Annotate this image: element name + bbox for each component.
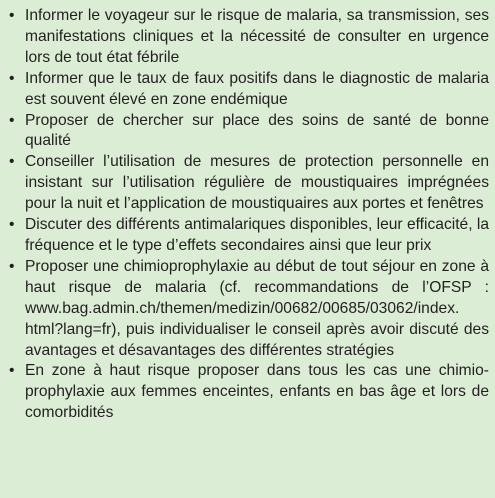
bullet-icon: • [9, 216, 15, 234]
bullet-icon: • [9, 153, 15, 171]
list-item-text: En zone à haut risque proposer dans tous les cas une chimio-prophylaxie aux femmes enceintes, enfants en bas âge et lors de comorbidités [25, 362, 489, 422]
list-item-text: Proposer une chimioprophylaxie au début de tout séjour en zone à haut risque de malaria (cf. recommandations de l’OFSP : www.bag.admin.ch/themen/medizin/00682/00685/03062/index. html?lang=fr), puis individualiser le conseil après avoir discuté des avantages et désavantages des différentes stratégies [25, 257, 489, 359]
list-item [9, 111, 489, 153]
list-item-text: Informer que le taux de faux positifs dans le diagnostic de malaria est souvent élevé en zone endémique [25, 69, 489, 108]
list-item [9, 215, 489, 257]
list-item [9, 6, 489, 69]
list-item-text: Informer le voyageur sur le risque de malaria, sa transmission, ses manifestations cliniques et la nécessité de consulter en urgence lors de tout état fébrile [25, 7, 489, 66]
bullet-icon: • [9, 257, 15, 275]
list-item-text: Discuter des différents antimalariques disponibles, leur efficacité, la fréquence et le type d’effets secondaires ainsi que leur prix [25, 216, 490, 254]
list-item-text: Conseiller l’utilisation de mesures de protection personnelle en insistant sur l’utilisation régulière de moustiquaires imprégnées pour la nuit et l’application de moustiquaires aux portes et fenêtres [25, 153, 489, 213]
bullet-icon: • [9, 69, 15, 87]
list-item [9, 257, 489, 362]
bullet-icon: • [9, 7, 15, 24]
list-item-text: Proposer de chercher sur place des soins de santé de bonne qualité [25, 111, 489, 150]
list-item [9, 152, 489, 215]
recommendations-list [9, 6, 489, 424]
bullet-icon: • [9, 362, 15, 380]
list-item [9, 69, 489, 111]
list-item [9, 361, 489, 424]
bullet-icon: • [9, 111, 15, 129]
